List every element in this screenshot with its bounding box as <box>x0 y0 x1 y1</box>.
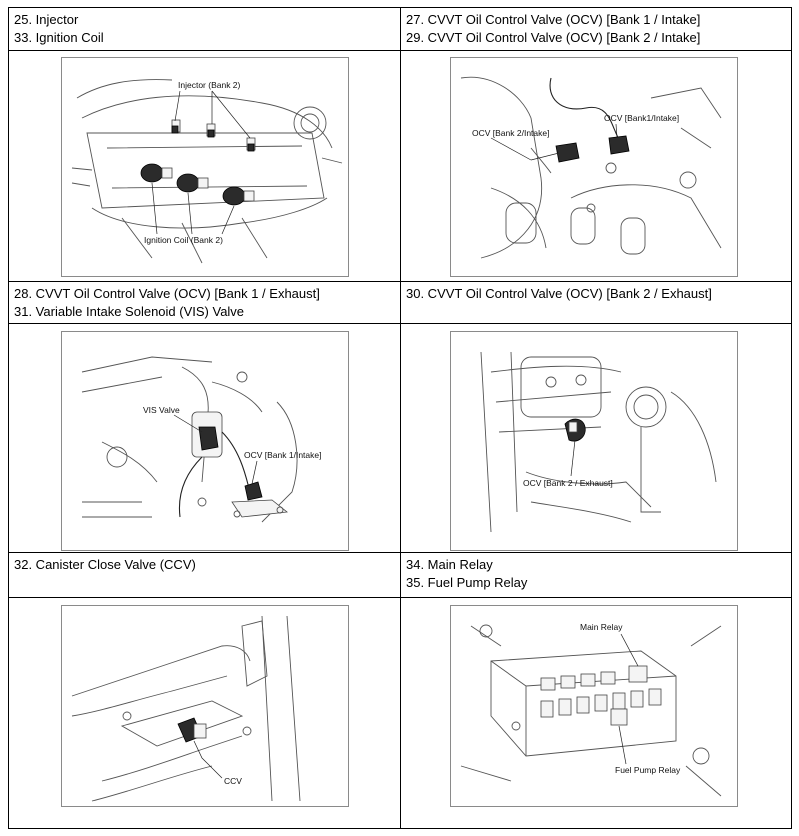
leader-line <box>491 138 559 160</box>
caption-cell-bank2-exhaust <box>401 282 791 323</box>
engine-sketch <box>72 616 300 801</box>
caption-cell-relays <box>401 553 791 597</box>
ignition-coil-bank2-label: Ignition Coil (Bank 2) <box>144 235 223 245</box>
intake-ocv-diagram <box>450 57 738 277</box>
leader-line <box>621 634 638 666</box>
caption-cell-intake-ocv <box>401 8 791 50</box>
caption-cell-exhaust-ocv <box>9 282 401 323</box>
ocv-bank1-intake-label: OCV [Bank 1/Intake] <box>244 450 322 460</box>
leader-line <box>616 124 617 138</box>
main-relay-label: Main Relay <box>580 622 623 632</box>
ccv-diagram <box>61 605 349 807</box>
caption-line: 28. CVVT Oil Control Valve (OCV) [Bank 1 / Exhaust] <box>14 286 320 301</box>
ocv-bank1-intake-label: OCV [Bank1/Intake] <box>604 113 680 123</box>
leader-line <box>252 461 257 484</box>
caption-row-2 <box>9 282 791 323</box>
caption-line: 31. Variable Intake Solenoid (VIS) Valve <box>14 304 245 319</box>
caption-line: 29. CVVT Oil Control Valve (OCV) [Bank 2 / Intake] <box>406 30 701 45</box>
caption-line: 34. Main Relay <box>406 557 493 572</box>
engine-sketch <box>461 625 721 796</box>
caption-row-3 <box>9 553 791 597</box>
caption-cell-ccv <box>9 553 401 597</box>
relay-box-diagram <box>450 605 738 807</box>
vis-valve-label: VIS Valve <box>143 405 180 415</box>
injector-bank2-label: Injector (Bank 2) <box>178 80 241 90</box>
ocv-bank2-intake-label: OCV [Bank 2/Intake] <box>472 128 550 138</box>
vis-valve-ocv-diagram <box>61 331 349 551</box>
caption-line: 32. Canister Close Valve (CCV) <box>14 557 196 572</box>
leader-line <box>571 440 575 476</box>
caption-line: 30. CVVT Oil Control Valve (OCV) [Bank 2 / Exhaust] <box>406 286 712 301</box>
ccv-label: CCV <box>224 776 242 786</box>
caption-cell-injector <box>9 8 401 50</box>
fuel-pump-relay-label: Fuel Pump Relay <box>615 765 681 775</box>
exhaust-ocv-bank2-diagram <box>450 331 738 551</box>
caption-line: 33. Ignition Coil <box>14 30 104 45</box>
engine-sketch <box>461 77 721 258</box>
caption-line: 27. CVVT Oil Control Valve (OCV) [Bank 1 / Intake] <box>406 12 701 27</box>
ocv-bank2-exhaust-label: OCV [Bank 2 / Exhaust] <box>523 478 613 488</box>
engine-sketch <box>481 352 716 532</box>
leader-line <box>194 741 222 778</box>
caption-line: 25. Injector <box>14 12 79 27</box>
caption-row-1 <box>9 8 791 50</box>
leader-line <box>619 726 626 764</box>
engine-sketch <box>82 357 297 522</box>
caption-line: 35. Fuel Pump Relay <box>406 575 528 590</box>
injector-ignition-coil-diagram <box>61 57 349 277</box>
